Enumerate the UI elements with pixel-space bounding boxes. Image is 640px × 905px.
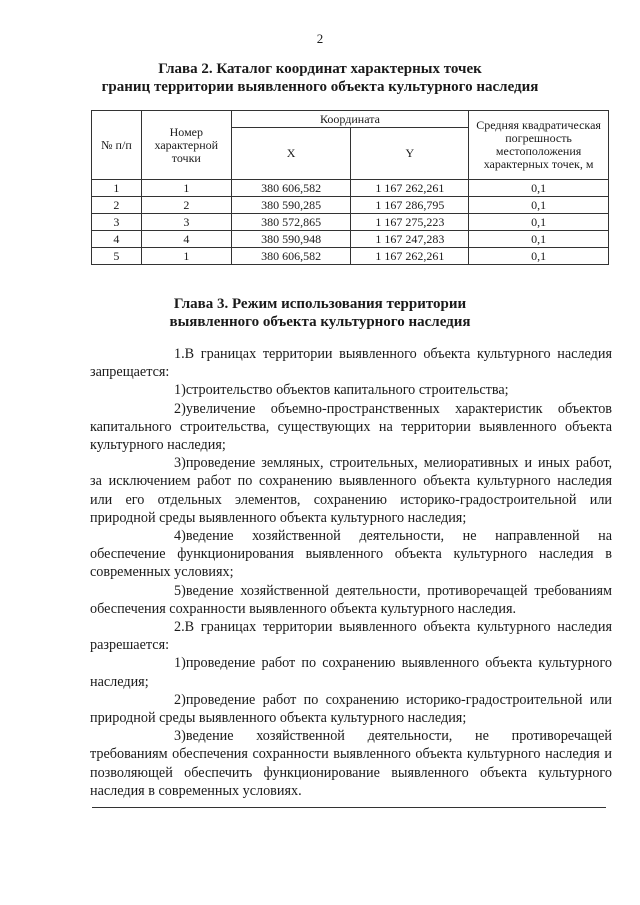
item-number: 3): [174, 455, 186, 472]
header-point: Номер характерной точки: [141, 111, 231, 180]
chapter-3-title-line-2: выявленного объекта культурного наследия: [169, 314, 471, 330]
item-number: 2): [174, 691, 186, 708]
cell-point: 1: [141, 248, 231, 265]
list-item: [90, 691, 612, 727]
item-number: 1): [174, 655, 186, 672]
item-text: проведение работ по сохранению историко-градостроительной или природной среды выявленного объекта культурного наследия;: [90, 691, 612, 727]
header-x: X: [231, 128, 351, 180]
coordinates-table: [91, 110, 609, 265]
header-error: Средняя квадратическая погрешность местоположения характерных точек, м: [469, 111, 609, 180]
cell-point: 3: [141, 214, 231, 231]
header-coords: Координата: [231, 111, 468, 128]
cell-point: 2: [141, 197, 231, 214]
table-row: [92, 248, 609, 265]
cell-no: 1: [92, 180, 142, 197]
item-text: проведение земляных, строительных, мелиоративных и иных работ, за исключением работ по сохранению выявленного объекта культурного наследия или его отдельных элементов, сохранению историко-градостроительной или природной среды выявленного объекта культурного наследия;: [90, 455, 612, 526]
list-item: [90, 654, 612, 690]
item-text: ведение хозяйственной деятельности, противоречащей требованиям обеспечения сохранности выявленного объекта культурного наследия.: [90, 582, 612, 617]
cell-y: 1 167 275,223: [351, 214, 469, 231]
item-number: 2.: [174, 619, 185, 636]
table-row: [92, 180, 609, 197]
list-item: [90, 400, 612, 455]
cell-no: 4: [92, 231, 142, 248]
item-number: 1.: [174, 346, 185, 362]
item-text: ведение хозяйственной деятельности, не противоречащей требованиям обеспечения сохранности выявленного объекта культурного наследия и позволяющей обеспечить функционирование выявленного объекта культурного наследия в современных условиях.: [90, 728, 612, 799]
list-item: [90, 381, 612, 399]
cell-x: 380 606,582: [231, 180, 351, 197]
cell-x: 380 590,285: [231, 197, 351, 214]
chapter-2-title-line-1: Глава 2. Каталог координат характерных точек: [158, 61, 482, 77]
item-number: 1): [174, 382, 186, 399]
cell-no: 2: [92, 197, 142, 214]
item-text: В границах территории выявленного объекта культурного наследия разрешается:: [90, 619, 612, 654]
cell-y: 1 167 262,261: [351, 180, 469, 197]
footer-divider: [92, 807, 606, 808]
item-text: увеличение объемно-пространственных характеристик объектов капитального строительства, существующих на территории выявленного объекта культурного наследия;: [90, 400, 612, 454]
chapter-2-title: [0, 60, 640, 96]
page-number: 2: [316, 31, 324, 46]
cell-y: 1 167 262,261: [351, 248, 469, 265]
list-item: [90, 527, 612, 582]
cell-error: 0,1: [469, 231, 609, 248]
cell-x: 380 606,582: [231, 248, 351, 265]
cell-x: 380 572,865: [231, 214, 351, 231]
cell-error: 0,1: [469, 180, 609, 197]
cell-y: 1 167 286,795: [351, 197, 469, 214]
list-item: [90, 454, 612, 527]
list-item: [90, 618, 612, 654]
header-no: № п/п: [92, 111, 142, 180]
cell-error: 0,1: [469, 197, 609, 214]
item-number: 2): [174, 400, 186, 417]
chapter-3-title-line-1: Глава 3. Режим использования территории: [173, 296, 467, 312]
list-item: [90, 582, 612, 618]
cell-error: 0,1: [469, 214, 609, 231]
cell-point: 4: [141, 231, 231, 248]
table-row: [92, 197, 609, 214]
cell-point: 1: [141, 180, 231, 197]
cell-no: 3: [92, 214, 142, 231]
item-number: 3): [174, 728, 186, 745]
regime-text: [90, 345, 612, 800]
cell-error: 0,1: [469, 248, 609, 265]
item-number: 4): [174, 528, 186, 545]
item-text: ведение хозяйственной деятельности, не направленной на обеспечение функционирования выявленного объекта культурного наследия в современных условиях;: [90, 528, 612, 581]
table-row: [92, 214, 609, 231]
item-text: проведение работ по сохранению выявленного объекта культурного наследия;: [90, 655, 612, 690]
cell-no: 5: [92, 248, 142, 265]
chapter-2-title-line-2: границ территории выявленного объекта культурного наследия: [101, 79, 539, 95]
item-text: В границах территории выявленного объекта культурного наследия запрещается:: [90, 346, 612, 381]
table-row: [92, 231, 609, 248]
chapter-3-title: [0, 295, 640, 331]
list-item: [90, 727, 612, 800]
cell-y: 1 167 247,283: [351, 231, 469, 248]
cell-x: 380 590,948: [231, 231, 351, 248]
header-y: Y: [351, 128, 469, 180]
list-item: [90, 345, 612, 381]
item-number: 5): [174, 582, 186, 599]
item-text: строительство объектов капитального строительства;: [185, 382, 509, 399]
